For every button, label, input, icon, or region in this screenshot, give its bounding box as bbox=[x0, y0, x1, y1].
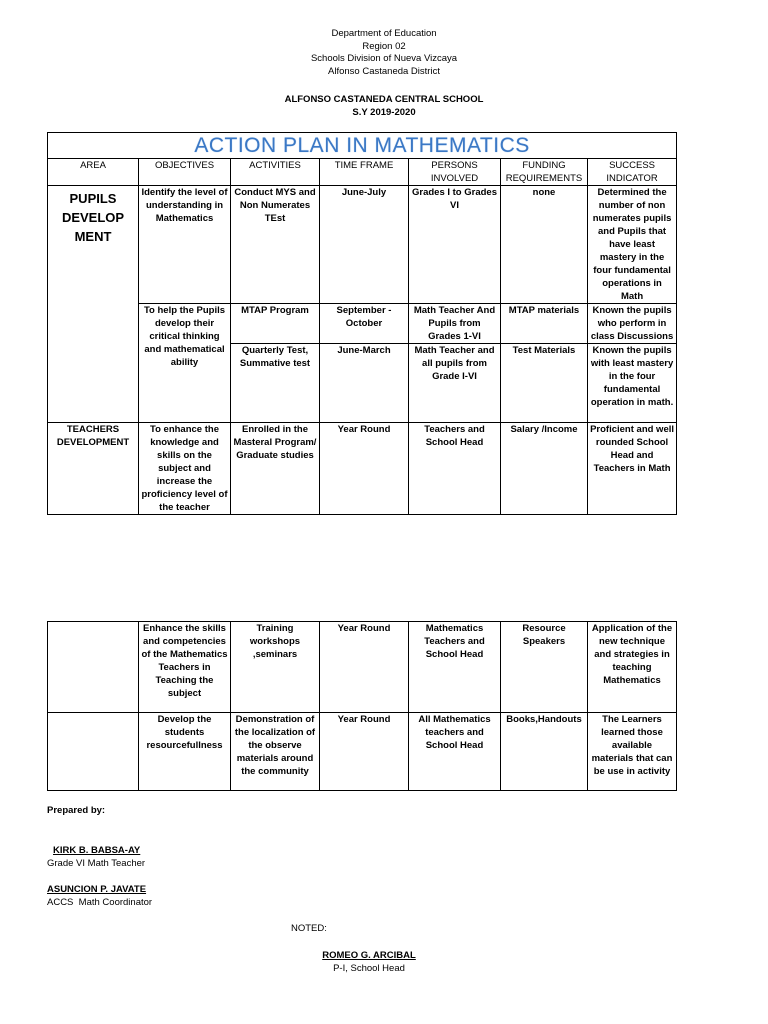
time-frame-cell: Year Round bbox=[320, 713, 409, 791]
objective-cell: Identify the level of understanding in Mathematics bbox=[139, 186, 231, 304]
activity-cell: Conduct MYS and Non Numerates TEst bbox=[231, 186, 320, 304]
table-row bbox=[48, 304, 677, 344]
school-block bbox=[0, 94, 768, 119]
persons-cell: Math Teacher And Pupils from Grades 1-VI bbox=[409, 304, 501, 344]
indicator-cell: Application of the new technique and strategies in teaching Mathematics bbox=[588, 622, 677, 713]
signatory-2 bbox=[47, 884, 152, 909]
signatory-3-role: P-I, School Head bbox=[333, 962, 405, 974]
funding-cell: Salary /Income bbox=[501, 423, 588, 515]
area-pupils-development: PUPILS DEVELOP MENT bbox=[48, 186, 139, 423]
noted-label: NOTED: bbox=[291, 923, 327, 934]
activity-cell: MTAP Program bbox=[231, 304, 320, 344]
persons-cell: All Mathematics teachers and School Head bbox=[409, 713, 501, 791]
persons-cell: Mathematics Teachers and School Head bbox=[409, 622, 501, 713]
funding-cell: Resource Speakers bbox=[501, 622, 588, 713]
funding-cell: none bbox=[501, 186, 588, 304]
objective-cell: Develop the students resourcefullness bbox=[139, 713, 231, 791]
objective-cell: To enhance the knowledge and skills on the subject and increase the proficiency level of the teacher bbox=[139, 423, 231, 515]
area-cell bbox=[48, 622, 139, 713]
indicator-cell: Known the pupils who perform in class Discussions bbox=[588, 304, 677, 344]
col-header-persons-involved: PERSONS INVOLVED bbox=[409, 159, 501, 186]
area-cell bbox=[48, 713, 139, 791]
indicator-cell: Proficient and well rounded School Head and Teachers in Math bbox=[588, 423, 677, 515]
col-header-success-indicator: SUCCESS INDICATOR bbox=[588, 159, 677, 186]
column-header-row bbox=[48, 159, 677, 186]
activity-cell: Training workshops ,seminars bbox=[231, 622, 320, 713]
school-year: S.Y 2019-2020 bbox=[352, 106, 416, 118]
persons-cell: Teachers and School Head bbox=[409, 423, 501, 515]
time-frame-cell: September - October bbox=[320, 304, 409, 344]
col-header-funding: FUNDING REQUIREMENTS bbox=[501, 159, 588, 186]
signatory-1-name: KIRK B. BABSA-AY bbox=[53, 845, 141, 856]
signatory-3 bbox=[0, 950, 738, 975]
table-row bbox=[48, 186, 677, 304]
action-plan-table bbox=[47, 132, 677, 515]
action-plan-table-continued bbox=[47, 621, 677, 791]
prepared-by-label: Prepared by: bbox=[47, 805, 106, 816]
activity-cell: Enrolled in the Masteral Program/ Graduate studies bbox=[231, 423, 320, 515]
school-name: ALFONSO CASTANEDA CENTRAL SCHOOL bbox=[284, 94, 484, 105]
signatory-2-name: ASUNCION P. JAVATE bbox=[47, 884, 147, 895]
funding-cell: Books,Handouts bbox=[501, 713, 588, 791]
district-line: Alfonso Castaneda District bbox=[328, 65, 440, 77]
time-frame-cell: June-March bbox=[320, 344, 409, 423]
signatory-1-role: Grade VI Math Teacher bbox=[47, 857, 146, 869]
funding-cell: MTAP materials bbox=[501, 304, 588, 344]
region-line: Region 02 bbox=[362, 40, 406, 52]
department-line: Department of Education bbox=[331, 28, 437, 39]
time-frame-cell: Year Round bbox=[320, 622, 409, 713]
table-row bbox=[48, 622, 677, 713]
col-header-area: AREA bbox=[48, 159, 139, 186]
plan-title: ACTION PLAN IN MATHEMATICS bbox=[48, 133, 677, 159]
persons-cell: Grades I to Grades VI bbox=[409, 186, 501, 304]
indicator-cell: Determined the number of non numerates pupils and Pupils that have least mastery in the four fundamental operations in Math bbox=[588, 186, 677, 304]
col-header-time-frame: TIME FRAME bbox=[320, 159, 409, 186]
signatory-1 bbox=[47, 845, 145, 870]
activity-cell: Demonstration of the localization of the observe materials around the community bbox=[231, 713, 320, 791]
persons-cell: Math Teacher and all pupils from Grade I-VI bbox=[409, 344, 501, 423]
signatory-2-role: ACCS Math Coordinator bbox=[47, 896, 153, 908]
indicator-cell: The Learners learned those available materials that can be use in activity bbox=[588, 713, 677, 791]
funding-cell: Test Materials bbox=[501, 344, 588, 423]
time-frame-cell: June-July bbox=[320, 186, 409, 304]
objective-cell: Enhance the skills and competencies of the Mathematics Teachers in Teaching the subject bbox=[139, 622, 231, 713]
area-teachers-development: TEACHERS DEVELOPMENT bbox=[48, 423, 139, 515]
signatory-3-name: ROMEO G. ARCIBAL bbox=[322, 950, 416, 961]
table-row bbox=[48, 423, 677, 515]
time-frame-cell: Year Round bbox=[320, 423, 409, 515]
document-header bbox=[0, 28, 768, 78]
col-header-objectives: OBJECTIVES bbox=[139, 159, 231, 186]
division-line: Schools Division of Nueva Vizcaya bbox=[310, 53, 458, 64]
table-row bbox=[48, 713, 677, 791]
objective-cell: To help the Pupils develop their critical thinking and mathematical ability bbox=[139, 304, 231, 423]
activity-cell: Quarterly Test, Summative test bbox=[231, 344, 320, 423]
indicator-cell: Known the pupils with least mastery in the four fundamental operation in math. bbox=[588, 344, 677, 423]
col-header-activities: ACTIVITIES bbox=[231, 159, 320, 186]
